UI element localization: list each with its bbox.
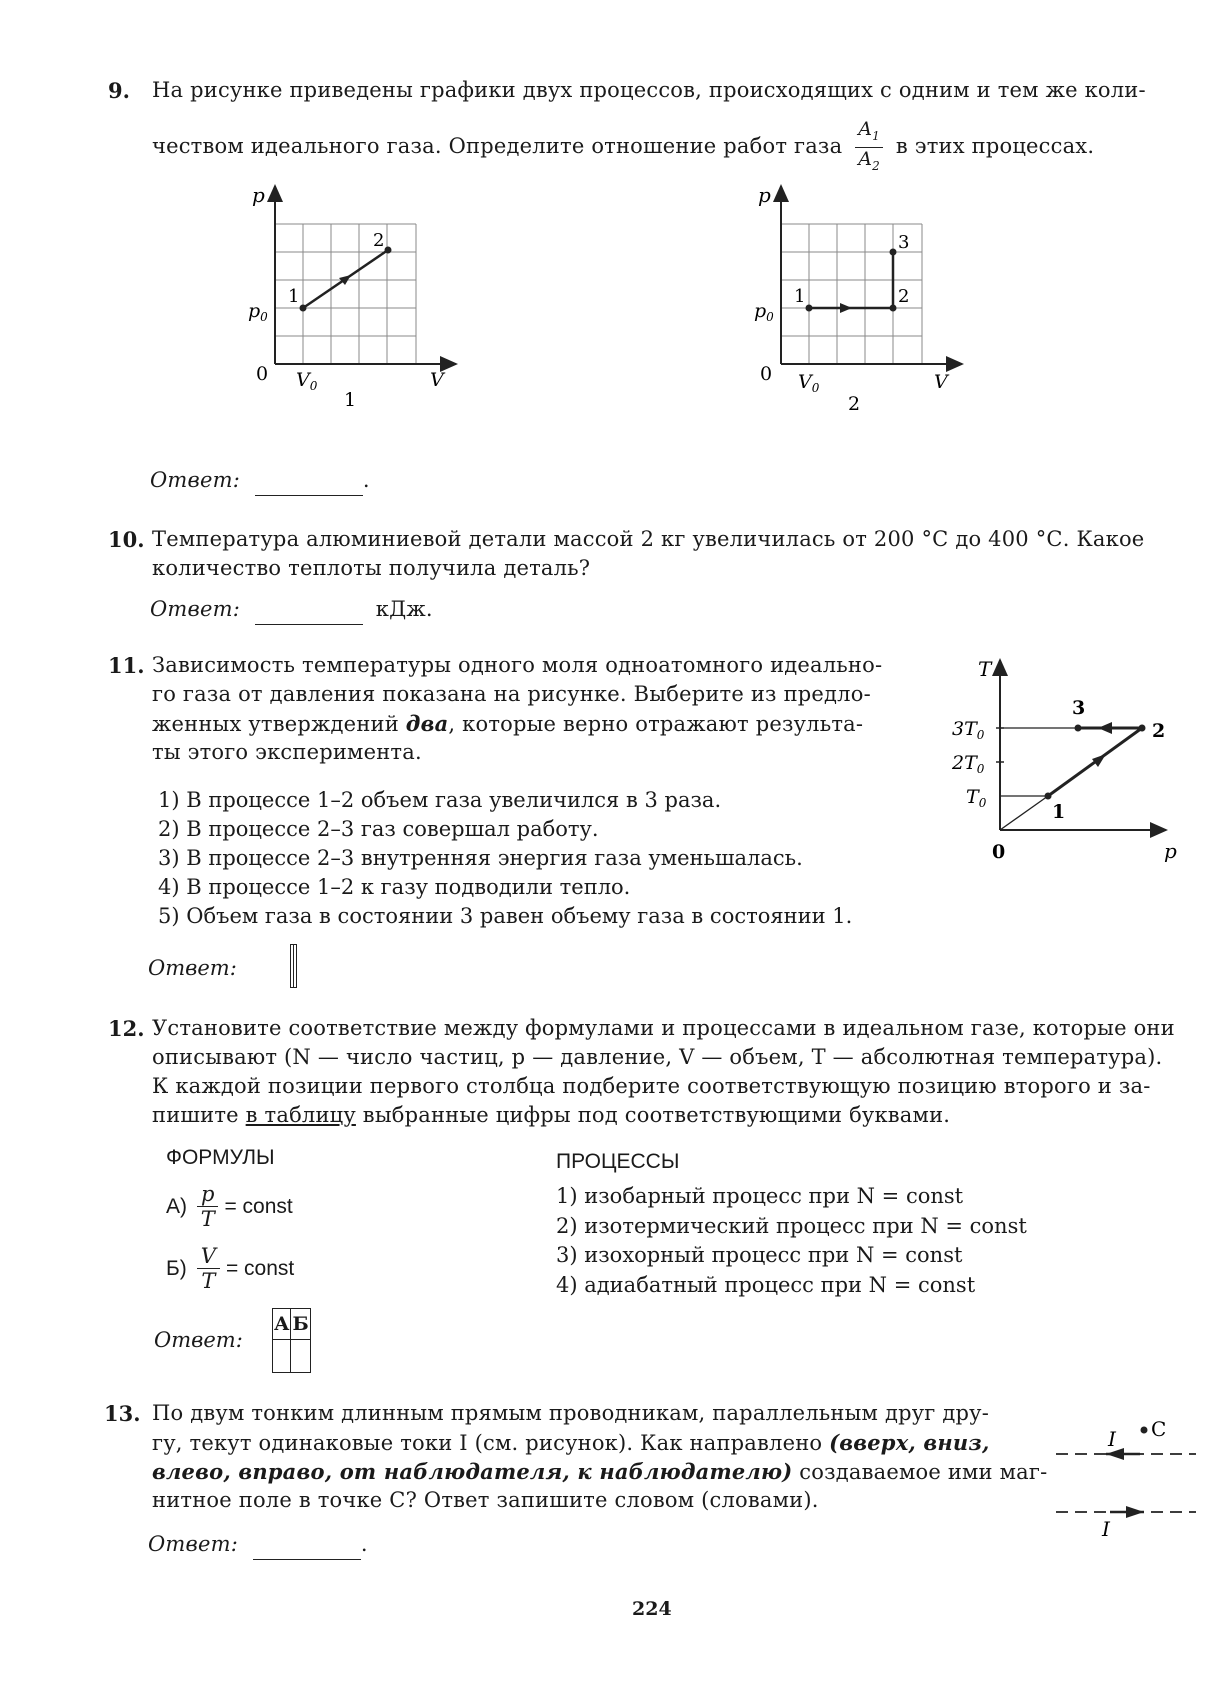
- point-c-marker: [1141, 1427, 1148, 1434]
- question-11-option-4: 4) В процессе 1–2 к газу подводили тепло.: [158, 875, 631, 899]
- question-9-text-line2: [152, 118, 1094, 177]
- question-10-text-line1: Температура алюминиевой детали массой 2 кг увеличилась от 200 °С до 400 °С. Какое: [152, 527, 1145, 551]
- line3-start: женных утверждений: [152, 712, 399, 736]
- graph-t-p-origin-line: [1000, 796, 1048, 830]
- graph-2-origin: 0: [760, 363, 773, 385]
- formulas-header: ФОРМУЛЫ: [166, 1146, 275, 1169]
- formula-b: [166, 1244, 294, 1293]
- graph-1-point-1: [300, 305, 307, 312]
- question-11-text-line3: [152, 709, 863, 739]
- question-11-number: 11.: [108, 653, 145, 678]
- answer-cell-2[interactable]: [294, 945, 297, 988]
- process-1: 1) изобарный процесс при N = const: [556, 1184, 964, 1208]
- graph-t-p-point-2: [1139, 725, 1146, 732]
- line3-end: создаваемое ими маг-: [799, 1460, 1048, 1484]
- graph-t-p-arrow-2-3: [1098, 722, 1112, 734]
- question-10-text-line2: количество теплоты получила деталь?: [152, 556, 591, 580]
- question-11-option-5: 5) Объем газа в состоянии 3 равен объему газа в состоянии 1.: [158, 904, 853, 928]
- formula-a-fraction: [197, 1182, 218, 1231]
- graph-2-x-label: V: [934, 371, 948, 393]
- question-10-number: 10.: [108, 527, 145, 552]
- question-9-answer-field[interactable]: [255, 466, 363, 496]
- formula-b-rhs: = const: [225, 1256, 295, 1280]
- graph-1-y-label: p: [252, 183, 265, 207]
- answer-header-b: Б: [291, 1309, 310, 1340]
- question-9-line2-start: чеством идеального газа. Определите отношение работ газа: [152, 133, 843, 158]
- graph-t-p-t0-label: $T_0$: [966, 786, 987, 810]
- formula-a-rhs: = const: [224, 1194, 293, 1218]
- formula-a-denominator: T: [200, 1207, 215, 1231]
- graph-2-point-2: [890, 305, 897, 312]
- work-ratio-fraction: [855, 118, 883, 177]
- graph-2-point-2-label: 2: [898, 286, 910, 307]
- graph-2-point-3-label: 3: [898, 232, 910, 253]
- question-12-answer-table: [272, 1308, 311, 1373]
- formula-a: [166, 1182, 293, 1231]
- answer-label: Ответ:: [148, 1532, 238, 1556]
- answer-label: Ответ:: [148, 956, 237, 980]
- graph-t-p-arrow-1-2: [1092, 754, 1106, 767]
- graph-1-point-2: [385, 247, 392, 254]
- answer-period: .: [362, 468, 370, 492]
- graph-1-v0-label: $V_0$: [296, 369, 318, 393]
- graph-2-point-1: [806, 305, 813, 312]
- line4-underlined: в таблицу: [245, 1103, 356, 1127]
- question-13-text-line2: [152, 1428, 990, 1458]
- question-11-option-3: 3) В процессе 2–3 внутренняя энергия газа уменьшалась.: [158, 846, 803, 870]
- answer-period: .: [360, 1532, 368, 1556]
- process-3: 3) изохорный процесс при N = const: [556, 1243, 963, 1267]
- answer-unit: кДж.: [375, 597, 433, 621]
- line4-start: пишите: [152, 1103, 246, 1127]
- process-2: 2) изотермический процесс при N = const: [556, 1214, 1027, 1238]
- question-9-answer: [150, 466, 370, 496]
- question-11-text-line1: Зависимость температуры одного моля одноатомного идеально-: [152, 653, 883, 677]
- answer-cell-b[interactable]: [291, 1340, 310, 1373]
- line4-end: выбранные цифры под соответствующими буквами.: [355, 1103, 951, 1127]
- question-12-text-line1: Установите соответствие между формулами и процессами в идеальном газе, которые они: [152, 1016, 1175, 1040]
- graph-t-p-origin: 0: [992, 841, 1006, 863]
- question-12-text-line3: К каждой позиции первого столбца подберите соответствующую позицию второго и за-: [152, 1074, 1151, 1098]
- question-11-text-line4: ты этого эксперимента.: [152, 740, 422, 764]
- line3-end: , которые верно отражают результа-: [448, 712, 864, 736]
- fraction-numerator: A: [858, 118, 873, 140]
- graph-t-p-point-2-label: 2: [1152, 720, 1166, 742]
- line2-start: гу, текут одинаковые токи I (см. рисунок). Как направлено: [152, 1431, 823, 1455]
- graph-1-caption: 1: [344, 389, 357, 411]
- current-bottom-label: I: [1102, 1517, 1110, 1540]
- question-10-answer-field[interactable]: [255, 595, 363, 625]
- fraction-denominator-sub: 2: [872, 158, 880, 173]
- formula-b-denominator: T: [201, 1269, 216, 1293]
- question-13-text-line4: нитное поле в точке С? Ответ запишите словом (словами).: [152, 1488, 819, 1512]
- line2-emphasis: (вверх, вниз,: [829, 1430, 990, 1455]
- formula-a-numerator: p: [197, 1182, 218, 1207]
- question-9-line2-end: в этих процессах.: [895, 133, 1095, 158]
- graph-1-p0-label: $p_0$: [248, 300, 268, 324]
- question-9-text-line1: На рисунке приведены графики двух процессов, происходящих с одним и тем же коли-: [152, 78, 1146, 102]
- line3-emphasis: два: [405, 711, 449, 736]
- graph-2-point-3: [890, 249, 897, 256]
- fraction-denominator: A: [858, 147, 873, 170]
- graph-t-p: [930, 648, 1190, 878]
- question-13-text-line1: По двум тонким длинным прямым проводникам, параллельным друг дру-: [152, 1401, 989, 1425]
- graph-2-y-label: p: [758, 183, 771, 207]
- graph-2-v0-label: $V_0$: [798, 371, 820, 395]
- graph-t-p-2t0-label: $2T_0$: [952, 752, 985, 776]
- graph-t-p-point-3-label: 3: [1072, 697, 1086, 719]
- answer-label: Ответ:: [154, 1328, 243, 1352]
- question-13-number: 13.: [104, 1401, 141, 1426]
- formula-a-label: А): [166, 1194, 187, 1218]
- graph-2-direction-arrow: [840, 303, 852, 313]
- graph-1-point-2-label: 2: [373, 230, 385, 251]
- graph-2-caption: 2: [848, 393, 861, 415]
- graph-1-origin: 0: [256, 363, 269, 385]
- graph-2-p0-label: $p_0$: [754, 300, 774, 324]
- question-11-answer-table: [290, 944, 297, 988]
- graph-1-point-1-label: 1: [288, 286, 300, 307]
- graph-t-p-y-label: T: [978, 657, 992, 681]
- fraction-numerator-sub: 1: [872, 128, 880, 143]
- process-4: 4) адиабатный процесс при N = const: [556, 1273, 976, 1297]
- graph-t-p-point-1-label: 1: [1052, 801, 1066, 823]
- graph-1-x-label: V: [430, 369, 444, 391]
- graph-t-p-3t0-label: $3T_0$: [952, 718, 985, 742]
- question-10-answer: [150, 595, 433, 625]
- graph-1: [240, 180, 480, 420]
- graph-t-p-point-3: [1075, 725, 1082, 732]
- line3-emphasis: влево, вправо, от наблюдателя, к наблюдателю): [152, 1459, 793, 1484]
- question-12-text-line2: описывают (N — число частиц, p — давление, V — объем, T — абсолютная температура).: [152, 1045, 1163, 1069]
- question-11-option-2: 2) В процессе 2–3 газ совершал работу.: [158, 817, 599, 841]
- answer-cell-a[interactable]: [273, 1340, 291, 1373]
- processes-header: ПРОЦЕССЫ: [556, 1150, 680, 1173]
- question-11-text-line2: го газа от давления показана на рисунке. Выберите из предло-: [152, 682, 871, 706]
- current-top-label: I: [1108, 1427, 1116, 1451]
- point-c-label: С: [1151, 1417, 1167, 1441]
- question-13-answer: [148, 1530, 368, 1560]
- question-9-number: 9.: [108, 78, 130, 103]
- conductors-figure: [1050, 1410, 1200, 1540]
- graph-2-point-1-label: 1: [794, 286, 806, 307]
- question-12-text-line4: [152, 1101, 950, 1130]
- question-11-option-1: 1) В процессе 1–2 объем газа увеличился в 3 раза.: [158, 788, 722, 812]
- graph-2: [746, 180, 986, 420]
- answer-header-a: А: [273, 1309, 291, 1340]
- question-12-number: 12.: [108, 1016, 145, 1041]
- page-number: 224: [632, 1598, 672, 1620]
- question-13-text-line3: [152, 1457, 1047, 1487]
- formula-b-fraction: [197, 1244, 220, 1293]
- answer-label: Ответ:: [150, 468, 240, 492]
- graph-t-p-x-label: p: [1164, 839, 1177, 863]
- graph-t-p-point-1: [1045, 793, 1052, 800]
- question-13-answer-field[interactable]: [253, 1530, 361, 1560]
- formula-b-numerator: V: [197, 1244, 220, 1269]
- answer-label: Ответ:: [150, 597, 240, 621]
- formula-b-label: Б): [166, 1256, 187, 1280]
